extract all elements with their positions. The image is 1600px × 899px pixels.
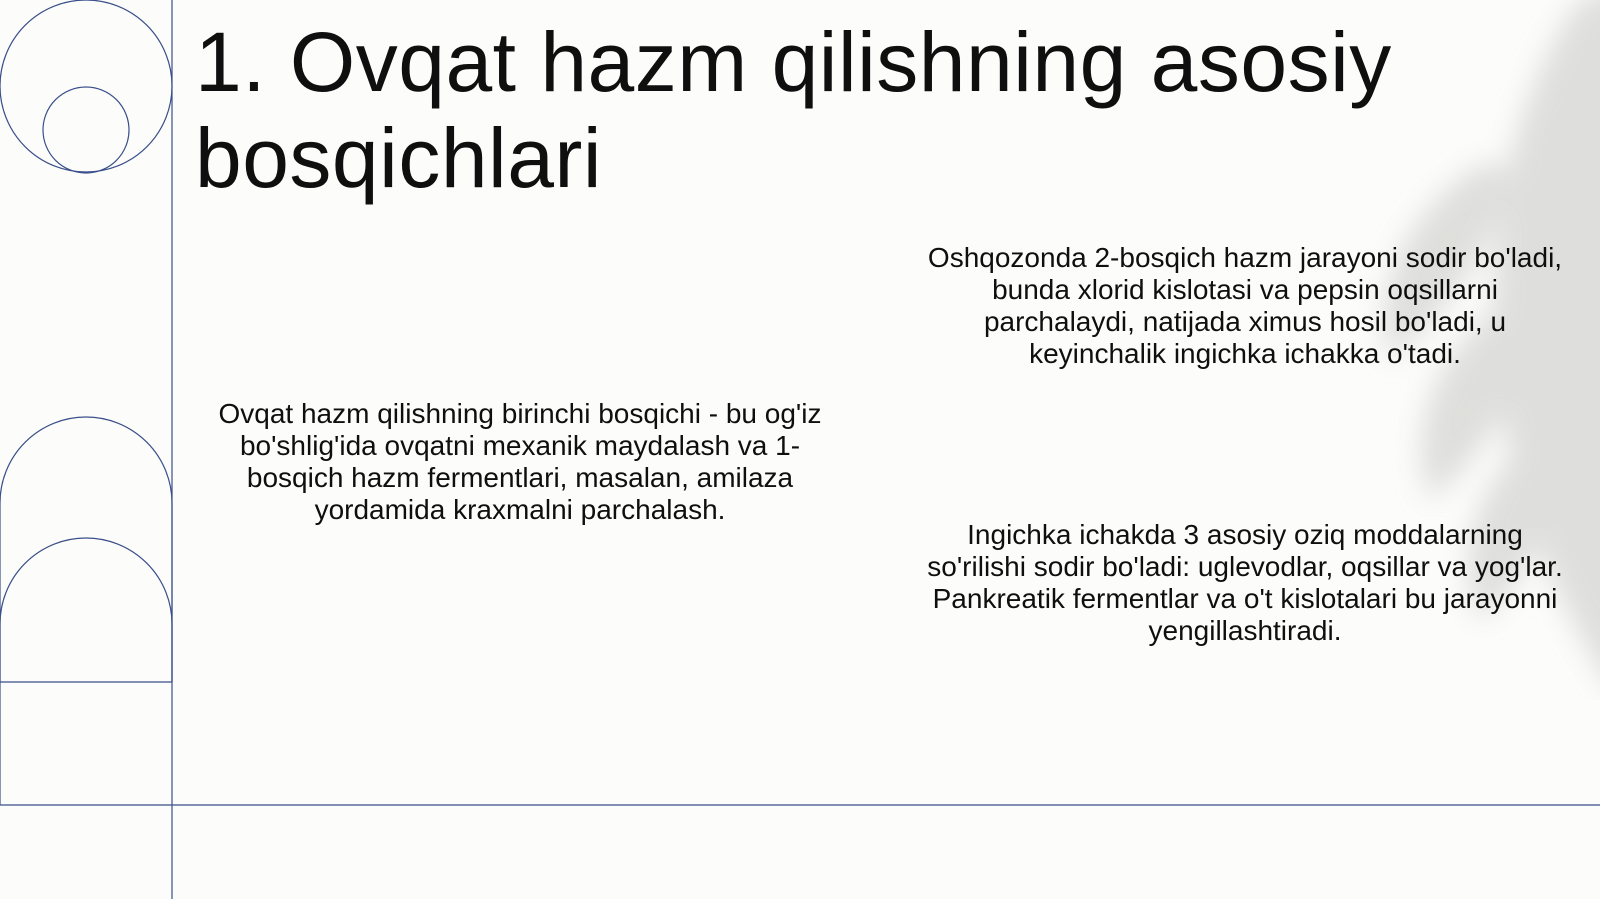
paragraph-third-stage: Ingichka ichakda 3 asosiy oziq moddalarning so'rilishi sodir bo'ladi: uglevodlar, oqsillar va yog'lar. Pankreatik fermentlar va o't kislotalari bu jarayonni yengillashtiradi. [927, 519, 1563, 646]
paragraph-second-stage: Oshqozonda 2-bosqich hazm jarayoni sodir bo'ladi, bunda xlorid kislotasi va pepsin oqsillarni parchalaydi, natijada ximus hosil bo'ladi, u keyinchalik ingichka ichakka o'tadi. [927, 242, 1563, 369]
lower-arch-outline [0, 538, 172, 682]
upper-arch-outline [0, 417, 172, 682]
paragraph-first-stage: Ovqat hazm qilishning birinchi bosqichi - bu og'iz bo'shlig'ida ovqatni mexanik maydalash va 1-bosqich hazm fermentlari, masalan, amilaza yordamida kraxmalni parchalash. [218, 398, 822, 525]
small-circle-outline [43, 87, 129, 173]
slide-title: 1. Ovqat hazm qilishning asosiy bosqichlari [195, 15, 1392, 205]
large-circle-outline [0, 0, 172, 172]
